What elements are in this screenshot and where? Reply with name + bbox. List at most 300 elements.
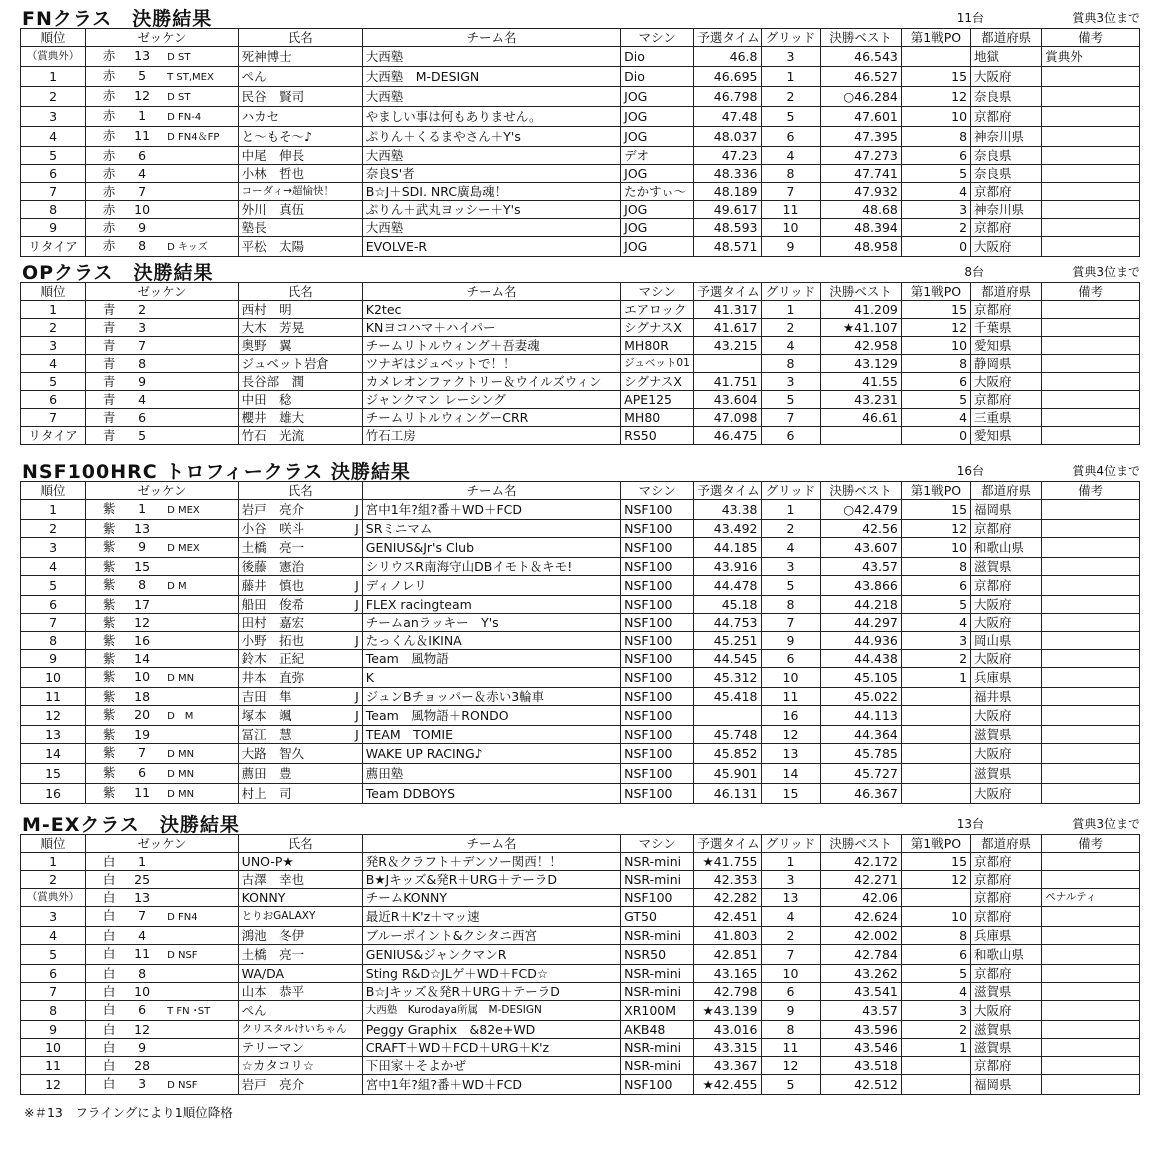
remarks-cell [1042,632,1140,650]
bib-color: 青 [102,338,116,353]
prefecture-cell: 京都府 [971,219,1042,237]
team-cell: EVOLVE-R [362,237,620,257]
column-header-bib: ゼッケン [86,482,239,500]
bib-cell [86,596,239,614]
team-cell: GENIUS&Jr's Club [362,538,620,558]
team-cell: シリウスR南海守山DBイモト＆キモ! [362,558,620,576]
column-header-rank: 順位 [21,482,86,500]
remarks-cell [1042,147,1140,165]
grid-cell: 7 [761,945,820,965]
qualify-time-cell: 41.617 [694,319,761,337]
team-cell: 大西塾 [362,219,620,237]
machine-cell: JOG [621,219,694,237]
remarks-cell [1042,726,1140,744]
table-row [21,650,1140,668]
prefecture-cell: 和歌山県 [971,945,1042,965]
results-table [20,282,1140,445]
bib-number: 6 [138,1002,147,1017]
bib-note: D MEX [167,543,200,554]
bib-number: 3 [138,1076,147,1091]
grid-cell: 3 [761,47,820,67]
rank-cell: 1 [21,67,86,87]
remarks-cell [1042,373,1140,391]
bib-cell [86,67,239,87]
final-best-cell: 42.512 [820,1075,901,1095]
rider-cell [238,107,362,127]
rider-name: 西村 明 [241,302,292,317]
remarks-cell [1042,871,1140,889]
footnote: ※＃13 フライングにより1順位降格 [24,1105,233,1120]
remarks-cell [1042,650,1140,668]
rank-cell: 8 [21,1001,86,1021]
team-cell: B☆J＋SDI. NRC廣島魂！ [362,183,620,201]
machine-cell: NSF100 [621,706,694,726]
table-row [21,1039,1140,1057]
bib-color: 白 [102,1002,116,1017]
remarks-cell [1042,183,1140,201]
qualify-time-cell: 43.016 [694,1021,761,1039]
bib-number: 10 [134,669,151,684]
grid-cell: 6 [761,127,820,147]
bib-note: D FN4 [167,912,198,923]
table-row [21,219,1140,237]
rider-name: 長谷部 潤 [241,374,305,389]
bib-color: 紫 [102,559,116,574]
rider-name: 藤井 慎也 [241,578,305,593]
grid-cell: 1 [761,301,820,319]
rider-name: 吉田 隼 [241,689,292,704]
qualify-time-cell: 45.852 [694,744,761,764]
junior-mark: J [355,521,359,536]
junior-mark: J [355,708,359,723]
machine-cell: NSF100 [621,500,694,520]
bib-color: 赤 [102,220,116,235]
bib-cell [86,889,239,907]
round1-points-cell: 3 [901,201,970,219]
team-cell: ブルーポイント&クシタニ西宮 [362,927,620,945]
table-row [21,391,1140,409]
rank-cell: 8 [21,201,86,219]
team-cell: 大西塾 [362,87,620,107]
rank-cell: 3 [21,538,86,558]
rider-name: 中尾 伸長 [241,148,305,163]
machine-cell: JOG [621,201,694,219]
bib-color: 紫 [102,785,116,800]
column-header-rank: 順位 [21,283,86,301]
bib-number: 1 [138,108,147,123]
qualify-time-cell: 43.165 [694,965,761,983]
rider-cell [238,983,362,1001]
remarks-cell [1042,201,1140,219]
prefecture-cell: 大阪府 [971,237,1042,257]
rank-cell: 3 [21,907,86,927]
prefecture-cell: 京都府 [971,1057,1042,1075]
machine-cell: エアロック [621,301,694,319]
grid-cell: 6 [761,427,820,445]
rank-cell: 7 [21,983,86,1001]
round1-points-cell: 2 [901,650,970,668]
rider-name: 古澤 幸也 [241,872,305,887]
grid-cell: 11 [761,688,820,706]
column-header-qualify-time: 予選タイム [694,29,761,47]
final-best-cell: 46.527 [820,67,901,87]
remarks-cell [1042,907,1140,927]
team-cell: やましい事は何もありません。 [362,107,620,127]
round1-points-cell [901,706,970,726]
bib-color: 赤 [102,184,116,199]
column-header-qualify-time: 予選タイム [694,283,761,301]
rider-cell [238,391,362,409]
rider-cell [238,688,362,706]
bib-number: 5 [138,68,147,83]
machine-cell: NSF100 [621,650,694,668]
bib-color: 白 [102,872,116,887]
round1-points-cell: 10 [901,107,970,127]
bib-number: 3 [138,320,147,335]
rank-cell: 2 [21,87,86,107]
round1-points-cell: 5 [901,596,970,614]
rider-name: 土橋 亮一 [241,947,305,962]
grid-cell: 3 [761,871,820,889]
prefecture-cell: 愛知県 [971,427,1042,445]
column-header-round1-points: 第1戦PO [901,283,970,301]
remarks-cell [1042,558,1140,576]
rider-name: 奥野 翼 [241,338,292,353]
rank-cell: 12 [21,1075,86,1095]
round1-points-cell: 15 [901,301,970,319]
final-best-cell: 43.546 [820,1039,901,1057]
bib-cell [86,538,239,558]
column-header-final-best: 決勝ベスト [820,283,901,301]
qualify-time-cell: 43.367 [694,1057,761,1075]
rider-name: 鴻池 冬伊 [241,928,305,943]
remarks-cell [1042,945,1140,965]
rank-cell: 1 [21,500,86,520]
team-cell: たっくん＆IKINA [362,632,620,650]
grid-cell: 2 [761,520,820,538]
bib-number: 2 [138,302,147,317]
qualify-time-cell: 45.18 [694,596,761,614]
rider-cell [238,201,362,219]
machine-cell: JOG [621,237,694,257]
final-best-cell: 44.297 [820,614,901,632]
machine-cell: NSF100 [621,764,694,784]
team-cell: チームanラッキー Y's [362,614,620,632]
results-table [20,834,1140,1095]
bib-color: 白 [102,1058,116,1073]
remarks-cell [1042,1021,1140,1039]
bib-number: 7 [138,338,147,353]
round1-points-cell [901,1057,970,1075]
rider-name: 山本 恭平 [241,984,305,999]
rider-name: 民谷 賢司 [241,89,305,104]
round1-points-cell: 4 [901,183,970,201]
bib-color: 赤 [102,128,116,143]
table-row [21,538,1140,558]
machine-cell: NSF100 [621,520,694,538]
grid-cell: 3 [761,558,820,576]
bib-cell [86,47,239,67]
table-row [21,558,1140,576]
grid-cell: 1 [761,67,820,87]
final-best-cell: 48.68 [820,201,901,219]
table-row [21,576,1140,596]
bib-color: 青 [102,374,116,389]
round1-points-cell: 3 [901,1001,970,1021]
bib-number: 4 [138,392,147,407]
bib-number: 25 [134,872,151,887]
bib-note: D MN [167,749,195,760]
rider-cell [238,1039,362,1057]
bib-color: 赤 [102,88,116,103]
award-scope: 賞典4位まで [1072,464,1140,478]
table-row [21,889,1140,907]
remarks-cell [1042,409,1140,427]
final-best-cell: 48.394 [820,219,901,237]
bib-note: D ST [167,92,191,103]
bib-cell [86,219,239,237]
table-row [21,983,1140,1001]
round1-points-cell: 6 [901,373,970,391]
machine-cell: NSR-mini [621,1057,694,1075]
bib-color: 白 [102,854,116,869]
team-cell: SRミニマム [362,520,620,538]
remarks-cell [1042,500,1140,520]
round1-points-cell: 1 [901,1039,970,1057]
rider-name: 塾長 [241,220,267,235]
round1-points-cell: 0 [901,427,970,445]
bib-number: 5 [138,428,147,443]
bib-color: 白 [102,1076,116,1091]
rank-cell: 6 [21,596,86,614]
grid-cell: 8 [761,596,820,614]
qualify-time-cell: ★43.139 [694,1001,761,1021]
bib-color: 紫 [102,615,116,630]
final-best-cell: ○46.284 [820,87,901,107]
prefecture-cell: 大阪府 [971,706,1042,726]
bib-cell [86,427,239,445]
prefecture-cell: 京都府 [971,107,1042,127]
rider-cell [238,706,362,726]
bib-number: 6 [138,148,147,163]
qualify-time-cell: 46.475 [694,427,761,445]
rank-cell: 16 [21,784,86,804]
column-header-team: チーム名 [362,29,620,47]
table-row [21,1075,1140,1095]
rider-cell [238,596,362,614]
bib-number: 20 [134,707,151,722]
remarks-cell [1042,391,1140,409]
bib-number: 9 [138,539,147,554]
award-scope: 賞典3位まで [1072,265,1140,279]
rider-name: 大路 智久 [241,746,305,761]
bib-number: 12 [134,88,151,103]
grid-cell: 6 [761,983,820,1001]
prefecture-cell: 京都府 [971,301,1042,319]
column-header-grid: グリッド [761,283,820,301]
final-best-cell: 47.601 [820,107,901,127]
rider-cell [238,219,362,237]
final-best-cell: 44.364 [820,726,901,744]
rider-name: クリスタルけいちゃん [241,1023,347,1035]
column-header-bib: ゼッケン [86,835,239,853]
table-row [21,726,1140,744]
rank-cell: 2 [21,319,86,337]
remarks-cell [1042,67,1140,87]
rider-name: ハカセ [241,109,280,124]
bib-number: 4 [138,166,147,181]
table-row [21,337,1140,355]
bib-number: 6 [138,410,147,425]
team-cell: ジャンクマン レーシング [362,391,620,409]
qualify-time-cell: 42.451 [694,907,761,927]
prefecture-cell: 岡山県 [971,632,1042,650]
table-row [21,706,1140,726]
final-best-cell: 43.607 [820,538,901,558]
rider-cell [238,165,362,183]
table-row [21,632,1140,650]
bib-number: 8 [138,577,147,592]
remarks-cell: 賞典外 [1042,47,1140,67]
prefecture-cell: 福井県 [971,688,1042,706]
team-cell: B★Jキッズ&発R＋URG＋テーラD [362,871,620,889]
bib-cell [86,201,239,219]
qualify-time-cell: 45.748 [694,726,761,744]
final-best-cell: 43.129 [820,355,901,373]
rider-cell [238,650,362,668]
rider-name: 小野 拓也 [241,633,305,648]
section-nsf100 [20,457,1140,804]
final-best-cell: 48.958 [820,237,901,257]
vehicle-count: 16台 [956,464,984,478]
rider-name: 船田 俊希 [241,597,305,612]
bib-number: 12 [134,615,151,630]
round1-points-cell: 15 [901,500,970,520]
bib-cell [86,668,239,688]
rider-cell [238,784,362,804]
bib-note: D MEX [167,505,200,516]
prefecture-cell: 京都府 [971,391,1042,409]
rank-cell: 11 [21,1057,86,1075]
team-cell: ぷりん＋武丸ヨッシー＋Y's [362,201,620,219]
team-cell: ジュンBチョッパー＆赤い3輪車 [362,688,620,706]
bib-number: 13 [134,890,151,905]
machine-cell: NSF100 [621,596,694,614]
round1-points-cell [901,688,970,706]
rider-cell [238,853,362,871]
remarks-cell [1042,764,1140,784]
bib-cell [86,688,239,706]
rank-cell: 7 [21,183,86,201]
qualify-time-cell: 46.798 [694,87,761,107]
bib-cell [86,983,239,1001]
team-cell: 宮中1年?組?番＋WD＋FCD [362,1075,620,1095]
machine-cell: NSF100 [621,744,694,764]
prefecture-cell: 滋賀県 [971,1039,1042,1057]
bib-note: T ST,MEX [167,72,214,83]
rider-name: 塚本 颯 [241,708,292,723]
team-cell: チームリトルウィングーCRR [362,409,620,427]
remarks-cell [1042,355,1140,373]
bib-cell [86,764,239,784]
round1-points-cell: 15 [901,853,970,871]
prefecture-cell: 静岡県 [971,355,1042,373]
team-cell: カメレオンファクトリー＆ウイルズウィン [362,373,620,391]
prefecture-cell: 滋賀県 [971,558,1042,576]
round1-points-cell: 8 [901,355,970,373]
vehicle-count: 13台 [956,817,984,831]
grid-cell: 7 [761,614,820,632]
table-row [21,764,1140,784]
rank-cell: 3 [21,337,86,355]
bib-cell [86,373,239,391]
rider-cell [238,427,362,445]
grid-cell: 12 [761,1057,820,1075]
rider-name: 後藤 憲治 [241,559,305,574]
rider-cell [238,764,362,784]
prefecture-cell: 千葉県 [971,319,1042,337]
prefecture-cell: 福岡県 [971,1075,1042,1095]
remarks-cell [1042,165,1140,183]
machine-cell: AKB48 [621,1021,694,1039]
round1-points-cell: 5 [901,165,970,183]
section-op [20,258,1140,445]
round1-points-cell [901,1075,970,1095]
team-cell: K2tec [362,301,620,319]
team-cell: 下田家＋そよかぜ [362,1057,620,1075]
bib-number: 11 [134,785,151,800]
grid-cell: 11 [761,1039,820,1057]
round1-points-cell: 10 [901,337,970,355]
rank-cell: 5 [21,147,86,165]
remarks-cell [1042,1057,1140,1075]
table-row [21,355,1140,373]
round1-points-cell [901,784,970,804]
final-best-cell: 41.55 [820,373,901,391]
bib-cell [86,107,239,127]
rank-cell: 9 [21,1021,86,1039]
round1-points-cell: 4 [901,614,970,632]
bib-cell [86,706,239,726]
final-best-cell: 42.624 [820,907,901,927]
final-best-cell: 42.56 [820,520,901,538]
table-row [21,871,1140,889]
bib-cell [86,87,239,107]
bib-color: 白 [102,890,116,905]
bib-color: 赤 [102,166,116,181]
bib-color: 紫 [102,501,116,516]
machine-cell: NSF100 [621,632,694,650]
rider-cell [238,1075,362,1095]
rank-cell: 1 [21,301,86,319]
rider-name: 村上 司 [241,786,292,801]
bib-note: T FN ･ST [167,1006,211,1017]
bib-cell [86,1075,239,1095]
grid-cell: 10 [761,219,820,237]
qualify-time-cell: 47.23 [694,147,761,165]
bib-cell [86,301,239,319]
column-header-round1-points: 第1戦PO [901,482,970,500]
rider-cell [238,965,362,983]
grid-cell: 9 [761,632,820,650]
remarks-cell [1042,219,1140,237]
rank-cell: 5 [21,373,86,391]
qualify-time-cell: 48.336 [694,165,761,183]
column-header-machine: マシン [621,29,694,47]
team-cell: 竹石工房 [362,427,620,445]
rider-cell [238,558,362,576]
rider-cell [238,520,362,538]
